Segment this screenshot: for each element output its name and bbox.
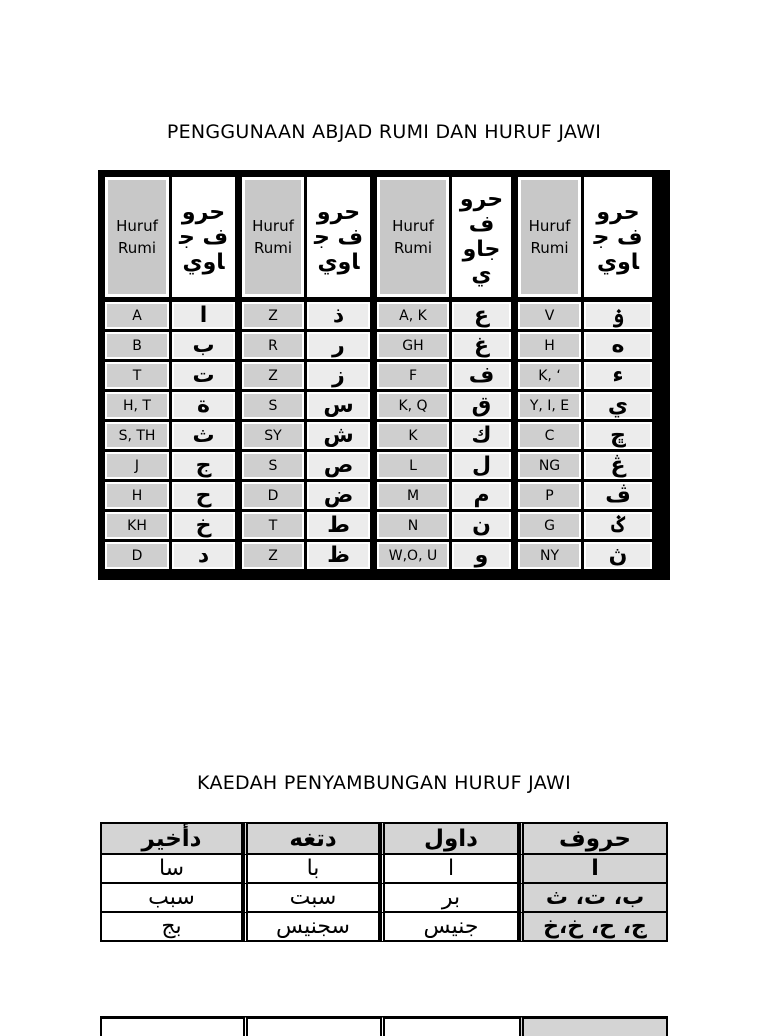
jawi-letter-cell: ظ [307, 542, 370, 569]
abjad-column-pair [377, 302, 514, 573]
jawi-letter-cell: ر [307, 332, 370, 359]
jawi-letter-cell: ق [452, 392, 511, 419]
jawi-letter-cell: ب [172, 332, 235, 359]
abjad-table-body [105, 302, 663, 573]
kaedah-table-row [100, 884, 668, 913]
jawi-letter-cell: ۏ [584, 302, 652, 329]
header-huruf-rumi: Huruf Rumi [105, 177, 169, 297]
header-huruf-jawi: حروف جاوي [452, 177, 511, 297]
page-title-abjad: PENGGUNAAN ABJAD RUMI DAN HURUF JAWI [166, 121, 602, 143]
header-ditengah: دتغه [243, 822, 380, 855]
cell-huruf: ب، ت، ث [519, 884, 668, 913]
huruf-jawi-column [307, 302, 370, 573]
jawi-letter-cell: د [172, 542, 235, 569]
rumi-letter-cell: D [242, 482, 304, 509]
header-huruf-jawi: حروف جاوي [172, 177, 235, 297]
rumi-letter-cell: KH [105, 512, 169, 539]
rumi-letter-cell: S [242, 392, 304, 419]
cell-ditengah: سجنيس [243, 913, 380, 942]
jawi-letter-cell: ه [584, 332, 652, 359]
jawi-letter-cell: ص [307, 452, 370, 479]
jawi-letter-cell: ع [452, 302, 511, 329]
jawi-letter-cell: ط [307, 512, 370, 539]
rumi-letter-cell: Z [242, 362, 304, 389]
abjad-column-pair [242, 302, 373, 573]
jawi-letter-cell: ض [307, 482, 370, 509]
rumi-letter-cell: H [105, 482, 169, 509]
rumi-letter-cell: GH [377, 332, 449, 359]
huruf-rumi-column [518, 302, 581, 573]
jawi-letter-cell: ن [452, 512, 511, 539]
rumi-letter-cell: B [105, 332, 169, 359]
jawi-letter-cell: ش [307, 422, 370, 449]
jawi-letter-cell: ج [172, 452, 235, 479]
cell-diawal: جنيس [380, 913, 519, 942]
jawi-letter-cell: خ [172, 512, 235, 539]
rumi-letter-cell: H, T [105, 392, 169, 419]
cell-huruf: ج، ح، خ،خ [519, 913, 668, 942]
kaedah-table-header-row [100, 822, 668, 855]
abjad-table-header [105, 177, 663, 297]
rumi-letter-cell: W,O, U [377, 542, 449, 569]
rumi-letter-cell: M [377, 482, 449, 509]
rumi-letter-cell: J [105, 452, 169, 479]
huruf-jawi-column [452, 302, 511, 573]
rumi-letter-cell: R [242, 332, 304, 359]
jawi-letter-cell: ي [584, 392, 652, 419]
header-huruf-rumi: Huruf Rumi [242, 177, 304, 297]
cell-ditengah: سبت [243, 884, 380, 913]
rumi-letter-cell: P [518, 482, 581, 509]
jawi-letter-cell: ت [172, 362, 235, 389]
cell-diakhir: سبب [100, 884, 243, 913]
huruf-rumi-column [105, 302, 169, 573]
header-diawal: داول [380, 822, 519, 855]
rumi-letter-cell: Y, I, E [518, 392, 581, 419]
rumi-letter-cell: S, TH [105, 422, 169, 449]
rumi-letter-cell: V [518, 302, 581, 329]
kaedah-table-row [100, 855, 668, 884]
header-huruf-jawi: حروف جاوي [584, 177, 652, 297]
jawi-letter-cell: غ [452, 332, 511, 359]
cell-diawal: ا [380, 855, 519, 884]
header-huruf-rumi: Huruf Rumi [518, 177, 581, 297]
partial-cell [100, 1016, 243, 1036]
rumi-letter-cell: K [377, 422, 449, 449]
rumi-letter-cell: T [242, 512, 304, 539]
cell-diakhir: سا [100, 855, 243, 884]
rumi-letter-cell: A [105, 302, 169, 329]
jawi-letter-cell: ل [452, 452, 511, 479]
rumi-letter-cell: G [518, 512, 581, 539]
rumi-letter-cell: NG [518, 452, 581, 479]
next-table-partial [100, 1016, 668, 1036]
kaedah-table [100, 822, 668, 953]
rumi-letter-cell: S [242, 452, 304, 479]
rumi-letter-cell: Z [242, 302, 304, 329]
rumi-letter-cell: N [377, 512, 449, 539]
rumi-letter-cell: A, K [377, 302, 449, 329]
rumi-letter-cell: T [105, 362, 169, 389]
jawi-letter-cell: ف [452, 362, 511, 389]
jawi-letter-cell: ݢ [584, 512, 652, 539]
header-huruf: حروف [519, 822, 668, 855]
huruf-rumi-column [377, 302, 449, 573]
rumi-letter-cell: SY [242, 422, 304, 449]
jawi-letter-cell: ة [172, 392, 235, 419]
rumi-letter-cell: L [377, 452, 449, 479]
huruf-jawi-column [584, 302, 652, 573]
jawi-letter-cell: ء [584, 362, 652, 389]
abjad-column-pair [518, 302, 655, 573]
jawi-letter-cell: ث [172, 422, 235, 449]
jawi-letter-cell: ڇ [584, 422, 652, 449]
jawi-letter-cell: ز [307, 362, 370, 389]
jawi-letter-cell: و [452, 542, 511, 569]
cell-diakhir: بج [100, 913, 243, 942]
partial-cell [243, 1016, 380, 1036]
jawi-letter-cell: س [307, 392, 370, 419]
rumi-letter-cell: C [518, 422, 581, 449]
jawi-letter-cell: م [452, 482, 511, 509]
huruf-rumi-column [242, 302, 304, 573]
header-huruf-rumi: Huruf Rumi [377, 177, 449, 297]
jawi-letter-cell: ڠ [584, 452, 652, 479]
jawi-letter-cell: ڤ [584, 482, 652, 509]
cell-huruf: ا [519, 855, 668, 884]
jawi-letter-cell: ك [452, 422, 511, 449]
rumi-letter-cell: K, ‘ [518, 362, 581, 389]
rumi-letter-cell: D [105, 542, 169, 569]
rumi-letter-cell: H [518, 332, 581, 359]
rumi-letter-cell: K, Q [377, 392, 449, 419]
cell-ditengah: با [243, 855, 380, 884]
jawi-letter-cell: ڽ [584, 542, 652, 569]
cell-diawal: بر [380, 884, 519, 913]
huruf-jawi-column [172, 302, 235, 573]
jawi-letter-cell: ذ [307, 302, 370, 329]
rumi-letter-cell: F [377, 362, 449, 389]
rumi-letter-cell: Z [242, 542, 304, 569]
partial-cell [519, 1016, 668, 1036]
header-diakhir: دأخير [100, 822, 243, 855]
abjad-column-pair [105, 302, 238, 573]
jawi-letter-cell: ح [172, 482, 235, 509]
page-title-kaedah: KAEDAH PENYAMBUNGAN HURUF JAWI [197, 772, 571, 794]
partial-cell [380, 1016, 519, 1036]
rumi-letter-cell: NY [518, 542, 581, 569]
kaedah-table-row [100, 913, 668, 942]
header-huruf-jawi: حروف جاوي [307, 177, 370, 297]
jawi-letter-cell: ا [172, 302, 235, 329]
abjad-table [98, 170, 670, 580]
